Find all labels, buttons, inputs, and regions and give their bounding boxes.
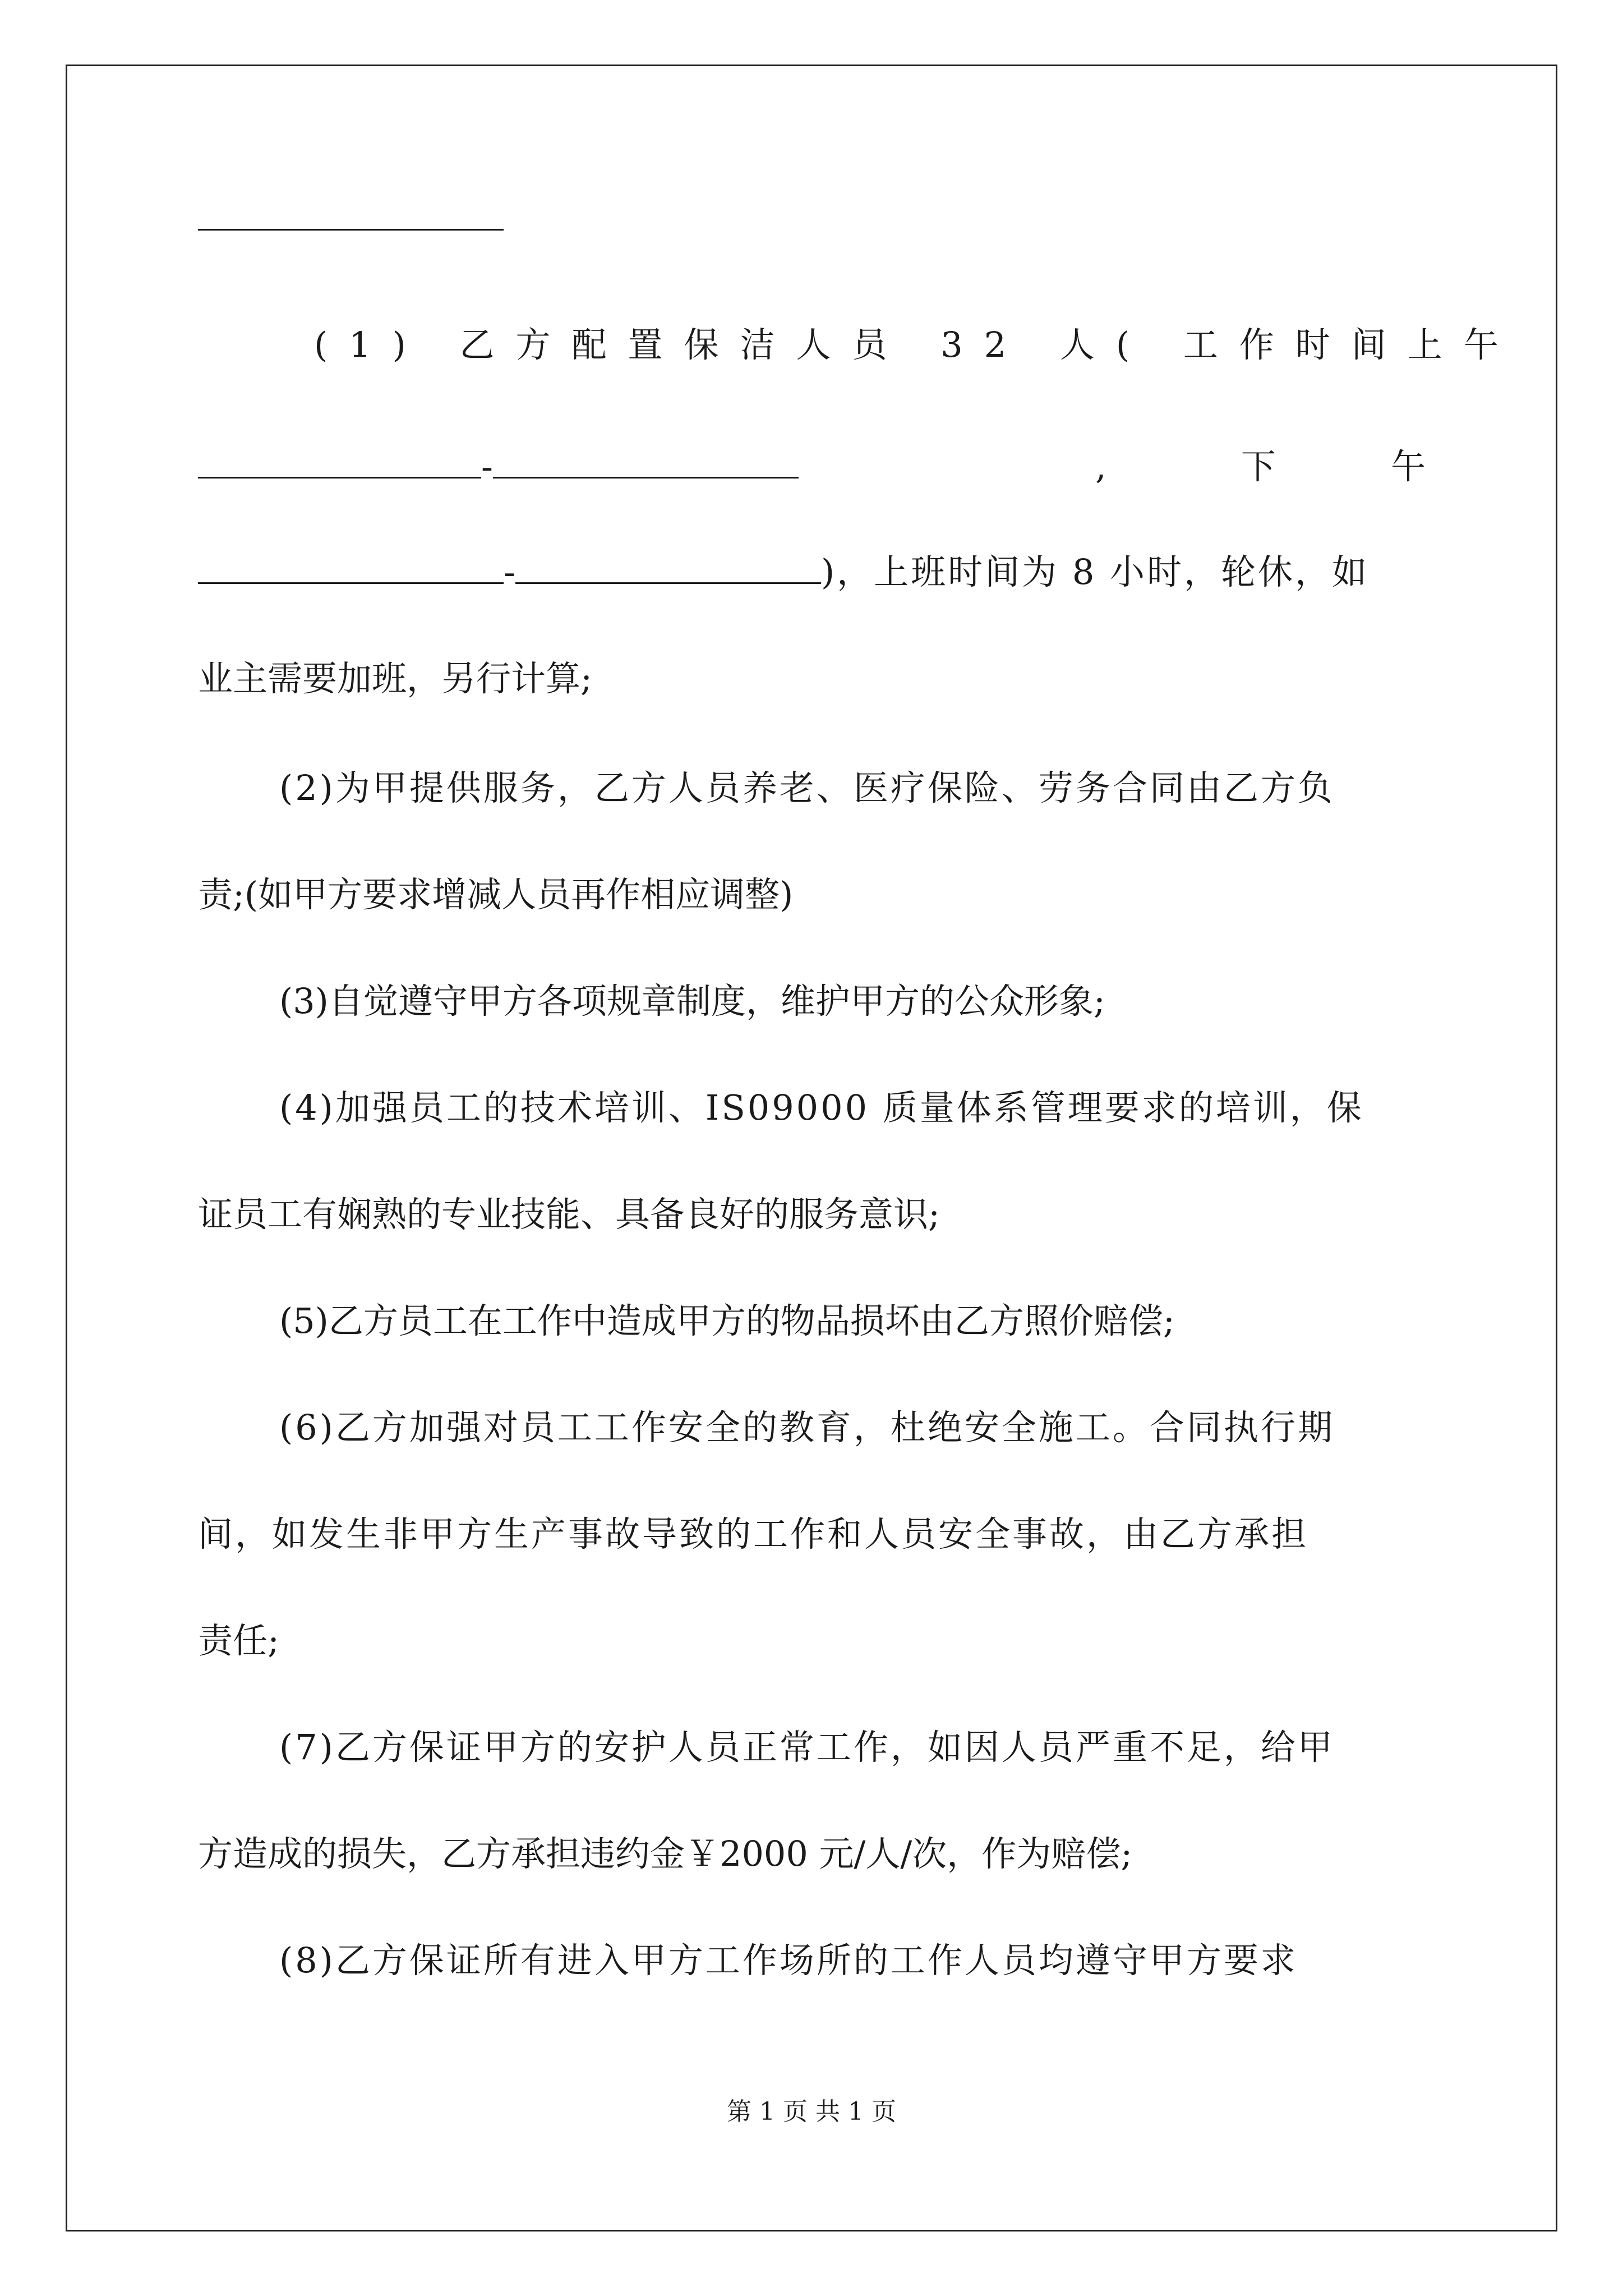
fill-blank-morning-end xyxy=(493,442,799,478)
clause-1-line-4: 业主需要加班，另行计算; xyxy=(198,658,592,699)
dash: - xyxy=(504,551,515,592)
clause-8-line-1: (8)乙方保证所有进入甲方工作场所的工作人员均遵守甲方要求 xyxy=(279,1940,1298,1981)
comma: , xyxy=(1095,446,1106,487)
afternoon-char-1: 下 xyxy=(1241,446,1276,487)
clause-1-text: (1) 乙方配置保洁人员 32 人( 工作时间上午 xyxy=(314,324,1520,365)
clause-5: (5)乙方员工在工作中造成甲方的物品损坏由乙方照价赔偿; xyxy=(279,1300,1175,1341)
page-number: 第 1 页 共 1 页 xyxy=(727,2097,896,2126)
dash: - xyxy=(481,446,493,487)
clause-7-line-1: (7)乙方保证甲方的安护人员正常工作，如因人员严重不足，给甲 xyxy=(279,1727,1335,1768)
clause-2-line-1: (2)为甲提供服务，乙方人员养老、医疗保险、劳务合同由乙方负 xyxy=(279,767,1335,808)
clause-1-cont: )，上班时间为 8 小时，轮休，如 xyxy=(820,551,1370,592)
fill-blank-morning-start xyxy=(198,442,481,478)
afternoon-char-2: 午 xyxy=(1391,446,1426,487)
clause-3: (3)自觉遵守甲方各项规章制度，维护甲方的公众形象; xyxy=(279,981,1105,1022)
clause-4-line-2: 证员工有娴熟的专业技能、具备良好的服务意识; xyxy=(198,1194,940,1235)
clause-1-line-3 xyxy=(198,544,1426,600)
fill-blank-afternoon-start xyxy=(198,547,504,584)
clause-6-line-1: (6)乙方加强对员工工作安全的教育，杜绝安全施工。合同执行期 xyxy=(279,1407,1335,1448)
page-border xyxy=(66,65,1557,2231)
fill-blank-top xyxy=(198,229,504,231)
clause-6-line-2: 间，如发生非甲方生产事故导致的工作和人员安全事故，由乙方承担 xyxy=(198,1513,1309,1554)
clause-1-line-2 xyxy=(198,439,1426,495)
clause-6-line-3: 责任; xyxy=(198,1620,279,1661)
clause-4-line-1: (4)加强员工的技术培训、IS09000 质量体系管理要求的培训，保 xyxy=(279,1087,1364,1128)
clause-7-line-2: 方造成的损失，乙方承担违约金￥2000 元/人/次，作为赔偿; xyxy=(198,1833,1133,1874)
fill-blank-afternoon-end xyxy=(515,547,821,584)
clause-2-line-2: 责;(如甲方要求增减人员再作相应调整) xyxy=(198,874,794,915)
clause-1-line-1 xyxy=(314,317,1520,373)
